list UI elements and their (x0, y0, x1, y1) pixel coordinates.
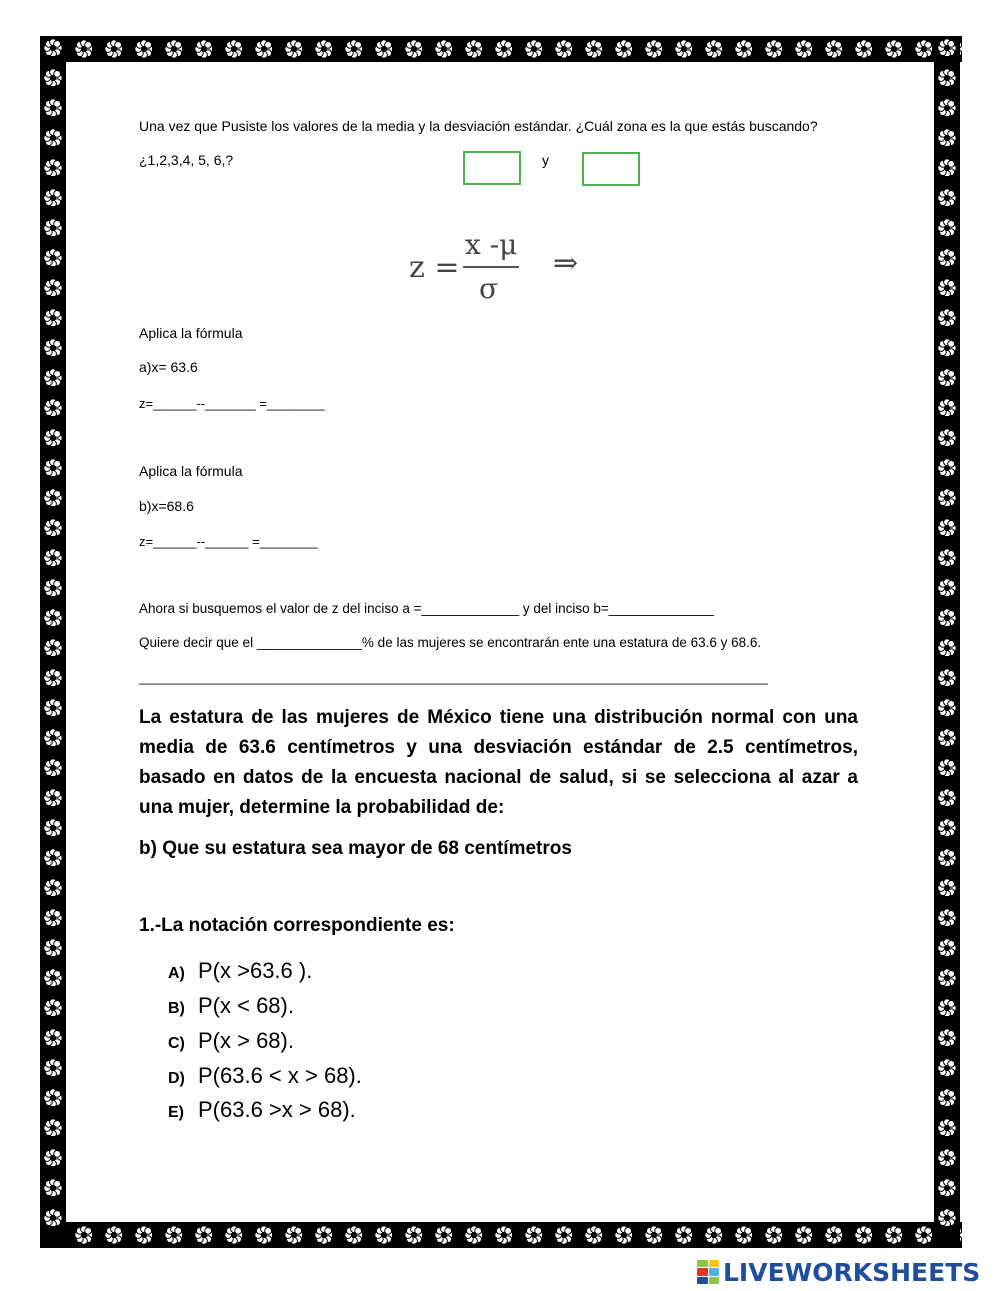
border-flower-icon (555, 1226, 574, 1245)
border-flower-icon (405, 1226, 424, 1245)
logo-text: LIVEWORKSHEETS (723, 1257, 981, 1287)
border-flower-icon (938, 1059, 957, 1078)
border-flower-icon (938, 489, 957, 508)
option-letter: E) (168, 1104, 184, 1121)
border-flower-icon (938, 309, 957, 328)
border-flower-icon (44, 669, 63, 688)
border-flower-icon (938, 999, 957, 1018)
border-flower-icon (938, 459, 957, 478)
border-flower-icon (44, 369, 63, 388)
border-flower-icon (44, 99, 63, 118)
border-flower-icon (938, 849, 957, 868)
border-flower-icon (938, 519, 957, 538)
border-flower-icon (44, 309, 63, 328)
border-flower-icon (915, 1226, 934, 1245)
border-flower-icon (44, 759, 63, 778)
border-flower-icon (44, 279, 63, 298)
border-flower-icon (938, 69, 957, 88)
border-flower-icon (44, 1209, 63, 1228)
formula-arrow-icon: ⇒ (553, 246, 579, 281)
border-flower-icon (465, 1226, 484, 1245)
border-flower-icon (44, 1029, 63, 1048)
border-flower-icon (885, 1226, 904, 1245)
border-flower-icon (315, 40, 334, 59)
border-flower-icon (44, 129, 63, 148)
border-flower-icon (44, 489, 63, 508)
border-flower-icon (44, 729, 63, 748)
notation-question: 1.-La notación correspondiente es: (139, 915, 455, 936)
border-flower-icon (44, 429, 63, 448)
border-flower-icon (44, 39, 63, 58)
border-flower-icon (938, 789, 957, 808)
border-flower-icon (855, 40, 874, 59)
border-flower-icon (645, 1226, 664, 1245)
border-flower-icon (375, 1226, 394, 1245)
option-d[interactable] (168, 1063, 362, 1089)
problem-line-2: media de 63.6 centímetros y una desviación estándar de 2.5 centímetros, (139, 737, 858, 758)
border-flower-icon (705, 1226, 724, 1245)
option-text: P(x > 68). (198, 1028, 294, 1053)
border-flower-icon (938, 1179, 957, 1198)
border-flower-icon (135, 1226, 154, 1245)
border-flower-icon (938, 909, 957, 928)
border-flower-icon (44, 609, 63, 628)
border-flower-icon (495, 40, 514, 59)
border-flower-icon (44, 579, 63, 598)
border-flower-icon (825, 1226, 844, 1245)
problem-line-1: La estatura de las mujeres de México tiene una distribución normal con una (139, 707, 858, 728)
border-flower-icon (735, 1226, 754, 1245)
border-flower-icon (44, 699, 63, 718)
border-flower-icon (938, 1089, 957, 1108)
option-text: P(x < 68). (198, 993, 294, 1018)
border-flower-icon (345, 40, 364, 59)
border-flower-icon (675, 1226, 694, 1245)
option-letter: A) (168, 965, 185, 982)
border-flower-icon (645, 40, 664, 59)
border-flower-icon (285, 1226, 304, 1245)
border-flower-icon (795, 1226, 814, 1245)
border-flower-icon (465, 40, 484, 59)
border-flower-icon (44, 549, 63, 568)
part-b-apply: Aplica la fórmula (139, 463, 243, 479)
decorative-border-top (42, 36, 962, 62)
border-flower-icon (44, 1179, 63, 1198)
border-flower-icon (315, 1226, 334, 1245)
border-flower-icon (255, 40, 274, 59)
border-flower-icon (938, 369, 957, 388)
border-flower-icon (105, 1226, 124, 1245)
border-flower-icon (44, 249, 63, 268)
decorative-border-left (40, 36, 66, 1248)
part-a-z-line: z=______--_______ =________ (139, 396, 325, 411)
border-flower-icon (405, 40, 424, 59)
border-flower-icon (44, 399, 63, 418)
border-flower-icon (938, 759, 957, 778)
option-b[interactable] (168, 993, 294, 1019)
border-flower-icon (938, 249, 957, 268)
problem-statement (139, 703, 858, 823)
liveworksheets-logo[interactable] (697, 1258, 980, 1286)
border-flower-icon (165, 1226, 184, 1245)
border-flower-icon (75, 40, 94, 59)
border-flower-icon (705, 40, 724, 59)
border-flower-icon (615, 40, 634, 59)
border-flower-icon (44, 219, 63, 238)
border-flower-icon (44, 819, 63, 838)
border-flower-icon (938, 639, 957, 658)
question-intro: Una vez que Pusiste los valores de la media y la desviación estándar. ¿Cuál zona es la que estás buscando? (139, 118, 818, 134)
decorative-border-right (934, 36, 960, 1248)
border-flower-icon (44, 339, 63, 358)
border-flower-icon (44, 159, 63, 178)
option-letter: B) (168, 1000, 185, 1017)
border-flower-icon (44, 969, 63, 988)
zone-answer-box-2[interactable] (582, 152, 640, 186)
border-flower-icon (44, 189, 63, 208)
part-a-apply: Aplica la fórmula (139, 325, 243, 341)
border-flower-icon (435, 1226, 454, 1245)
border-flower-icon (105, 40, 124, 59)
border-flower-icon (938, 39, 957, 58)
border-flower-icon (435, 40, 454, 59)
border-flower-icon (44, 1149, 63, 1168)
border-flower-icon (525, 40, 544, 59)
border-flower-icon (675, 40, 694, 59)
option-text: P(63.6 < x > 68). (198, 1063, 362, 1088)
sub-question: b) Que su estatura sea mayor de 68 centímetros (139, 838, 572, 859)
border-flower-icon (44, 939, 63, 958)
option-e[interactable] (168, 1097, 356, 1123)
border-flower-icon (938, 969, 957, 988)
border-flower-icon (44, 1119, 63, 1138)
border-flower-icon (765, 40, 784, 59)
border-flower-icon (938, 609, 957, 628)
border-flower-icon (938, 579, 957, 598)
border-flower-icon (495, 1226, 514, 1245)
border-flower-icon (44, 69, 63, 88)
border-flower-icon (938, 219, 957, 238)
border-flower-icon (555, 40, 574, 59)
zones-connector: y (542, 152, 549, 168)
border-flower-icon (345, 1226, 364, 1245)
border-flower-icon (585, 1226, 604, 1245)
border-flower-icon (938, 819, 957, 838)
option-a[interactable] (168, 958, 312, 984)
border-flower-icon (615, 1226, 634, 1245)
border-flower-icon (44, 519, 63, 538)
formula-numerator: x -μ (465, 228, 518, 261)
border-flower-icon (585, 40, 604, 59)
option-text: P(63.6 >x > 68). (198, 1097, 356, 1122)
border-flower-icon (44, 789, 63, 808)
border-flower-icon (75, 1226, 94, 1245)
border-flower-icon (938, 399, 957, 418)
border-flower-icon (938, 339, 957, 358)
border-flower-icon (525, 1226, 544, 1245)
zone-answer-box-1[interactable] (463, 151, 521, 185)
border-flower-icon (765, 1226, 784, 1245)
part-b-value: b)x=68.6 (139, 498, 194, 514)
percent-line: Quiere decir que el ______________% de las mujeres se encontrarán ente una estatura de 63.6 y 68.6. (139, 635, 762, 650)
border-flower-icon (938, 159, 957, 178)
border-flower-icon (44, 879, 63, 898)
border-flower-icon (44, 849, 63, 868)
border-flower-icon (938, 189, 957, 208)
formula-fraction-bar (463, 266, 519, 268)
border-flower-icon (44, 639, 63, 658)
border-flower-icon (938, 669, 957, 688)
border-flower-icon (938, 699, 957, 718)
border-flower-icon (225, 1226, 244, 1245)
option-c[interactable] (168, 1028, 294, 1054)
border-flower-icon (44, 909, 63, 928)
border-flower-icon (938, 1149, 957, 1168)
border-flower-icon (375, 40, 394, 59)
border-flower-icon (825, 40, 844, 59)
liveworksheets-logo-icon (697, 1260, 719, 1284)
border-flower-icon (938, 879, 957, 898)
part-a-value: a)x= 63.6 (139, 359, 198, 375)
option-text: P(x >63.6 ). (198, 958, 313, 983)
border-flower-icon (44, 999, 63, 1018)
border-flower-icon (885, 40, 904, 59)
border-flower-icon (938, 1209, 957, 1228)
border-flower-icon (795, 40, 814, 59)
border-flower-icon (938, 939, 957, 958)
border-flower-icon (855, 1226, 874, 1245)
border-flower-icon (938, 549, 957, 568)
border-flower-icon (938, 1119, 957, 1138)
lookup-line: Ahora si busquemos el valor de z del inciso a =_____________ y del inciso b=______________ (139, 601, 714, 616)
zones-prompt: ¿1,2,3,4, 5, 6,? (139, 152, 234, 168)
border-flower-icon (285, 40, 304, 59)
border-flower-icon (44, 1089, 63, 1108)
separator-line: _______________________________________________________________________________________ (139, 670, 769, 685)
border-flower-icon (938, 1029, 957, 1048)
z-score-formula (405, 228, 595, 308)
option-letter: D) (168, 1070, 185, 1087)
problem-line-3: basado en datos de la encuesta nacional de salud, si se selecciona al azar a (139, 767, 858, 788)
border-flower-icon (938, 99, 957, 118)
border-flower-icon (938, 729, 957, 748)
option-letter: C) (168, 1035, 185, 1052)
formula-denominator: σ (479, 272, 499, 305)
formula-lhs: z = (409, 250, 460, 285)
border-flower-icon (135, 40, 154, 59)
border-flower-icon (938, 279, 957, 298)
part-b-z-line: z=______--______ =________ (139, 534, 318, 549)
border-flower-icon (938, 429, 957, 448)
decorative-border-bottom (42, 1222, 962, 1248)
border-flower-icon (225, 40, 244, 59)
border-flower-icon (195, 1226, 214, 1245)
border-flower-icon (165, 40, 184, 59)
border-flower-icon (938, 129, 957, 148)
border-flower-icon (195, 40, 214, 59)
border-flower-icon (44, 1059, 63, 1078)
border-flower-icon (915, 40, 934, 59)
problem-line-4: una mujer, determine la probabilidad de: (139, 797, 505, 818)
border-flower-icon (735, 40, 754, 59)
border-flower-icon (255, 1226, 274, 1245)
border-flower-icon (44, 459, 63, 478)
